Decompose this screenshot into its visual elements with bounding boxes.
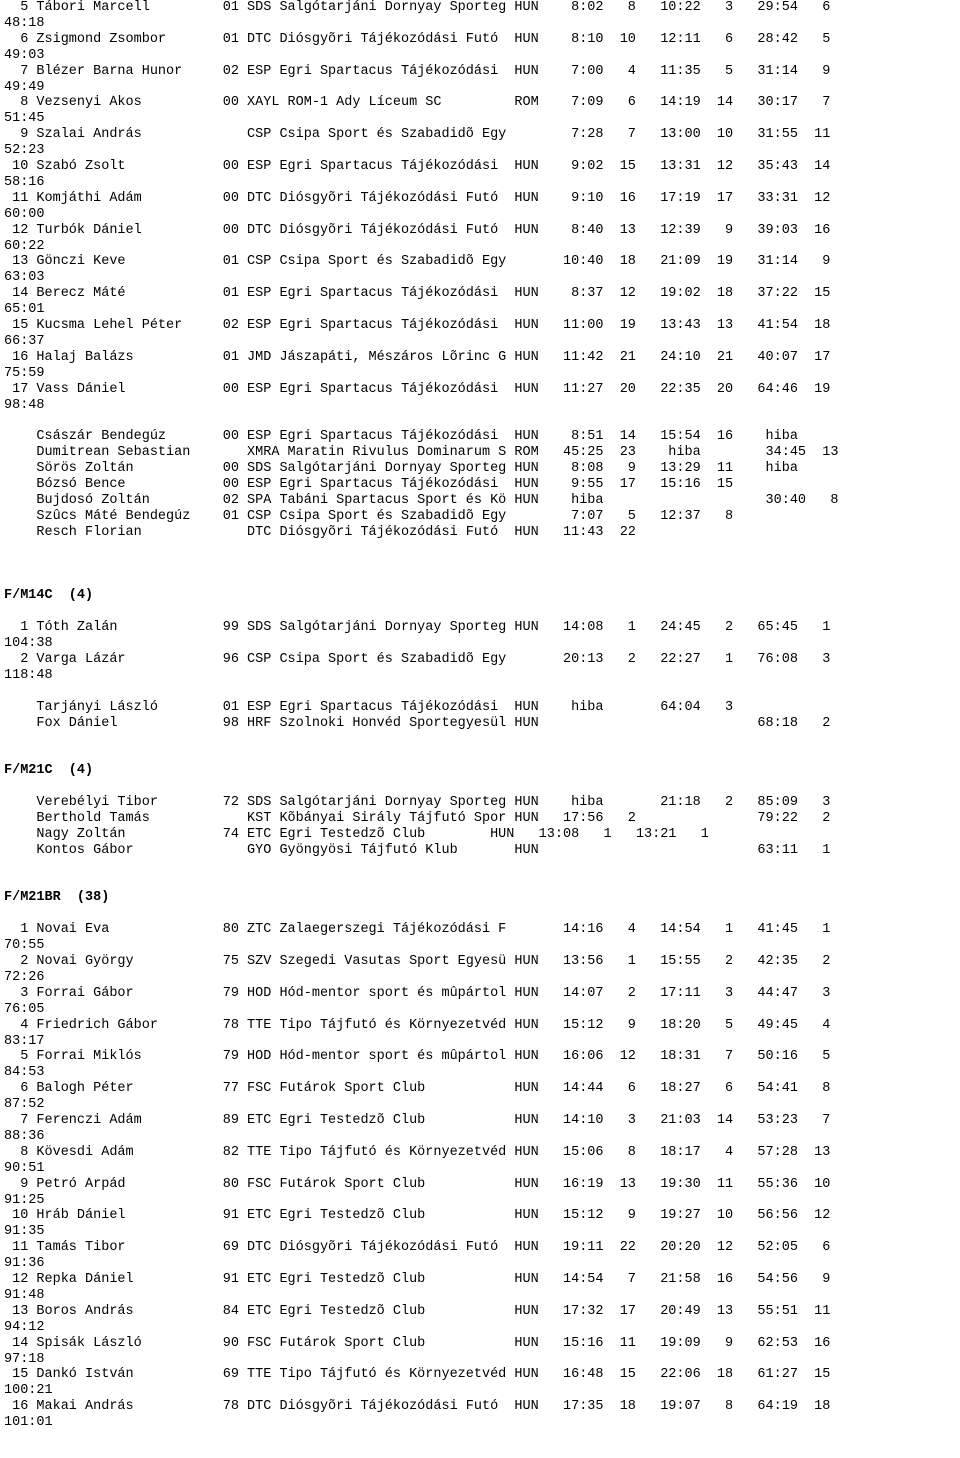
result-line: Fox Dániel 98 HRF Szolnoki Honvéd Sportegyesül HUN 68:18 2 (4, 715, 831, 731)
total-time-line: 90:51 (4, 1160, 45, 1176)
category-header: F/M21C (4) (4, 763, 94, 779)
result-line: Bózsó Bence 00 ESP Egri Spartacus Tájékozódási HUN 9:55 17 15:16 15 (4, 477, 734, 492)
result-line: 12 Turbók Dániel 00 DTC Diósgyõri Tájékozódási Futó HUN 8:40 13 12:39 9 39:03 16 (4, 222, 831, 238)
total-time-line: 87:52 (4, 1097, 45, 1113)
result-line: 6 Zsigmond Zsombor 01 DTC Diósgyõri Tájékozódási Futó HUN 8:10 10 12:11 6 28:42 5 (4, 31, 831, 47)
result-line: 11 Komjáthi Ádám 00 DTC Diósgyõri Tájékozódási Futó HUN 9:10 16 17:19 17 33:31 12 (4, 190, 831, 206)
result-line: 7 Blézer Barna Hunor 02 ESP Egri Spartacus Tájékozódási HUN 7:00 4 11:35 5 31:14 9 (4, 63, 831, 79)
total-time-line: 88:36 (4, 1128, 45, 1144)
result-line: Berthold Tamás KST Kõbányai Sirály Tájfutó Spor HUN 17:56 2 79:22 2 (4, 810, 831, 826)
result-line: 9 Petró Árpád 80 FSC Futárok Sport Club HUN 16:19 13 19:30 11 55:36 10 (4, 1176, 831, 1192)
category-header: F/M14C (4) (4, 588, 94, 604)
total-time-line: 75:59 (4, 365, 45, 381)
result-line: Dumitrean Sebastian XMRA Maratin Rivulus Dominarum S ROM 45:25 23 hiba 34:45 13 (4, 445, 839, 461)
result-line: 9 Szalai András CSP Csipa Sport és Szabadidõ Egy 7:28 7 13:00 10 31:55 11 (4, 127, 831, 143)
result-line: Szûcs Máté Bendegúz 01 CSP Csipa Sport és Szabadidõ Egy 7:07 5 12:37 8 (4, 508, 734, 524)
result-line: 1 Tóth Zalán 99 SDS Salgótarjáni Dornyay Sporteg HUN 14:08 1 24:45 2 65:45 1 (4, 620, 831, 636)
total-time-line: 66:37 (4, 333, 45, 349)
total-time-line: 70:55 (4, 938, 45, 954)
result-line: 12 Repka Dániel 91 ETC Egri Testedzõ Club HUN 14:54 7 21:58 16 54:56 9 (4, 1272, 831, 1287)
result-line: Nagy Zoltán 74 ETC Egri Testedzõ Club HUN 13:08 1 13:21 1 (4, 826, 709, 842)
result-line: Sörös Zoltán 00 SDS Salgótarjáni Dornyay Sporteg HUN 8:08 9 13:29 11 hiba (4, 461, 798, 477)
result-line: 13 Boros András 84 ETC Egri Testedzõ Club HUN 17:32 17 20:49 13 55:51 11 (4, 1303, 831, 1319)
result-line: 14 Spisák László 90 FSC Futárok Sport Club HUN 15:16 11 19:09 9 62:53 16 (4, 1335, 831, 1351)
result-line: 5 Tábori Marcell 01 SDS Salgótarjáni Dornyay Sporteg HUN 8:02 8 10:22 3 29:54 6 (4, 0, 831, 15)
total-time-line: 76:05 (4, 1001, 45, 1017)
total-time-line: 63:03 (4, 270, 45, 286)
result-line: 6 Balogh Péter 77 FSC Futárok Sport Club HUN 14:44 6 18:27 6 54:41 8 (4, 1081, 831, 1097)
result-line: 14 Berecz Máté 01 ESP Egri Spartacus Tájékozódási HUN 8:37 12 19:02 18 37:22 15 (4, 286, 831, 302)
result-line: Kontos Gábor GYO Gyöngyösi Tájfutó Klub HUN 63:11 1 (4, 842, 831, 858)
result-line: 10 Szabó Zsolt 00 ESP Egri Spartacus Tájékozódási HUN 9:02 15 13:31 12 35:43 14 (4, 159, 831, 174)
result-line: Tarjányi László 01 ESP Egri Spartacus Tájékozódási HUN hiba 64:04 3 (4, 699, 734, 715)
total-time-line: 48:18 (4, 15, 45, 31)
result-line: 13 Gönczi Keve 01 CSP Csipa Sport és Szabadidõ Egy 10:40 18 21:09 19 31:14 9 (4, 254, 831, 270)
result-line: Bujdosó Zoltán 02 SPA Tabáni Spartacus Sport és Kö HUN hiba 30:40 8 (4, 492, 839, 508)
result-line: 3 Forrai Gábor 79 HOD Hód-mentor sport és mûpártol HUN 14:07 2 17:11 3 44:47 3 (4, 985, 831, 1001)
total-time-line: 101:01 (4, 1415, 53, 1431)
result-line: 11 Tamás Tibor 69 DTC Diósgyõri Tájékozódási Futó HUN 19:11 22 20:20 12 52:05 6 (4, 1240, 831, 1256)
result-line: 2 Novai György 75 SZV Szegedi Vasutas Sport Egyesü HUN 13:56 1 15:55 2 42:35 2 (4, 954, 831, 969)
category-header: F/M21BR (38) (4, 890, 110, 906)
total-time-line: 65:01 (4, 302, 45, 318)
total-time-line: 98:48 (4, 397, 45, 413)
total-time-line: 91:25 (4, 1192, 45, 1208)
result-line: 10 Hráb Dániel 91 ETC Egri Testedzõ Club HUN 15:12 9 19:27 10 56:56 12 (4, 1208, 831, 1224)
total-time-line: 84:53 (4, 1065, 45, 1081)
total-time-line: 51:45 (4, 111, 45, 127)
result-line: 4 Friedrich Gábor 78 TTE Tipo Tájfutó és Környezetvéd HUN 15:12 9 18:20 5 49:45 4 (4, 1017, 831, 1033)
total-time-line: 118:48 (4, 667, 53, 683)
total-time-line: 49:49 (4, 79, 45, 95)
total-time-line: 91:48 (4, 1287, 45, 1303)
result-line: 16 Makai András 78 DTC Diósgyõri Tájékozódási Futó HUN 17:35 18 19:07 8 64:19 18 (4, 1399, 831, 1415)
total-time-line: 52:23 (4, 143, 45, 159)
total-time-line: 97:18 (4, 1351, 45, 1367)
result-line: 8 Kövesdi Ádám 82 TTE Tipo Tájfutó és Környezetvéd HUN 15:06 8 18:17 4 57:28 13 (4, 1144, 831, 1160)
result-line: 15 Kucsma Lehel Péter 02 ESP Egri Spartacus Tájékozódási HUN 11:00 19 13:43 13 41:54 18 (4, 318, 831, 333)
total-time-line: 91:36 (4, 1256, 45, 1272)
total-time-line: 49:03 (4, 47, 45, 63)
total-time-line: 91:35 (4, 1224, 45, 1240)
result-line: 17 Vass Dániel 00 ESP Egri Spartacus Tájékozódási HUN 11:27 20 22:35 20 64:46 19 (4, 381, 831, 397)
result-line: 7 Ferenczi Ádám 89 ETC Egri Testedzõ Club HUN 14:10 3 21:03 14 53:23 7 (4, 1113, 831, 1128)
total-time-line: 104:38 (4, 636, 53, 651)
total-time-line: 100:21 (4, 1383, 53, 1399)
total-time-line: 60:00 (4, 206, 45, 222)
total-time-line: 58:16 (4, 174, 45, 190)
total-time-line: 72:26 (4, 969, 45, 985)
result-line: Császár Bendegúz 00 ESP Egri Spartacus Tájékozódási HUN 8:51 14 15:54 16 hiba (4, 429, 798, 445)
result-line: 1 Novai Éva 80 ZTC Zalaegerszegi Tájékozódási F 14:16 4 14:54 1 41:45 1 (4, 922, 831, 938)
result-line: 5 Forrai Miklós 79 HOD Hód-mentor sport és mûpártol HUN 16:06 12 18:31 7 50:16 5 (4, 1049, 831, 1065)
result-line: 2 Varga Lázár 96 CSP Csipa Sport és Szabadidõ Egy 20:13 2 22:27 1 76:08 3 (4, 651, 831, 667)
result-line: 15 Dankó István 69 TTE Tipo Tájfutó és Környezetvéd HUN 16:48 15 22:06 18 61:27 15 (4, 1367, 831, 1383)
result-line: Resch Florian DTC Diósgyõri Tájékozódási Futó HUN 11:43 22 (4, 524, 636, 540)
total-time-line: 83:17 (4, 1033, 45, 1049)
total-time-line: 60:22 (4, 238, 45, 254)
result-line: 16 Halaj Balázs 01 JMD Jászapáti, Mészáros Lõrinc G HUN 11:42 21 24:10 21 40:07 17 (4, 349, 831, 365)
result-line: 8 Vezsenyi Ákos 00 XAYL ROM-1 Ady Líceum SC ROM 7:09 6 14:19 14 30:17 7 (4, 95, 831, 111)
total-time-line: 94:12 (4, 1319, 45, 1335)
result-line: Verebélyi Tibor 72 SDS Salgótarjáni Dornyay Sporteg HUN hiba 21:18 2 85:09 3 (4, 795, 831, 810)
